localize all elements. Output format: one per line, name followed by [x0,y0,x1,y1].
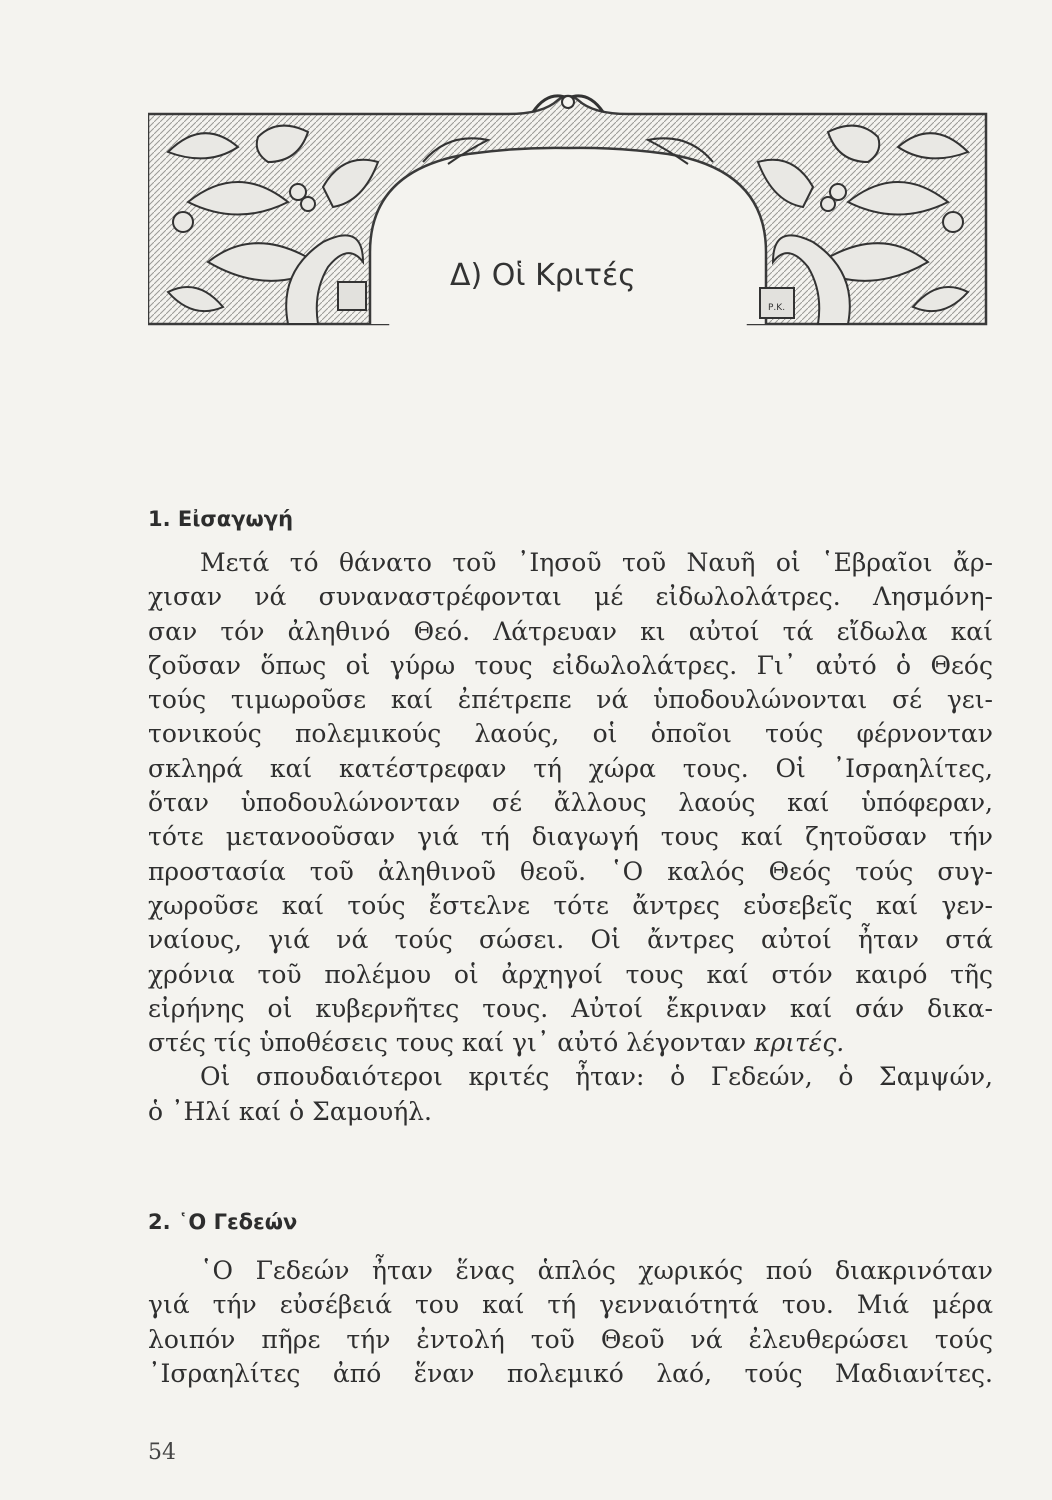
text-line: Οἱ σπουδαιότεροι κριτές ἦταν: ὁ Γεδεών, ὁ Σαμψών, [200,1062,993,1092]
text-line: χωροῦσε καί τούς ἔστελνε τότε ἄντρες εὐσεβεῖς καί γεν- [148,890,993,920]
text-line: προστασία τοῦ ἀληθινοῦ θεοῦ. ῾Ο καλός Θεός τούς συγ- [148,856,993,886]
text-line: γιά τήν εὐσέβειά του καί τή γενναιότητά του. Μιά μέρα [148,1290,993,1320]
text-line: ναίους, γιά νά τούς σώσει. Οἱ ἄντρες αὐτοί ἦταν στά [148,925,993,955]
text-line: τούς τιμωροῦσε καί ἐπέτρεπε νά ὑποδουλώνονται σέ γει- [148,685,993,715]
section-heading-introduction: 1. Εἰσαγωγή [148,507,294,531]
text-line: εἰρήνης οἱ κυβερνῆτες τους. Αὐτοί ἔκριναν καί σάν δικα- [148,993,993,1023]
emphasized-term: κριτές. [754,1028,845,1058]
ornamental-header-banner [148,92,988,330]
text-line: ᾿Ισραηλίτες ἀπό ἕναν πολεμικό λαό, τούς Μαδιανίτες. [148,1358,993,1388]
text-line: ζοῦσαν ὅπως οἱ γύρω τους εἰδωλολάτρες. Γι᾿ αὐτό ὁ Θεός [148,650,993,680]
section-heading-gideon: 2. ῾Ο Γεδεών [148,1210,298,1234]
page-number: 54 [148,1440,176,1465]
text-line: σκληρά καί κατέστρεφαν τή χώρα τους. Οἱ ᾿Ισραηλίτες, [148,753,993,783]
text-line: χρόνια τοῦ πολέμου οἱ ἀρχηγοί τους καί στόν καιρό τῆς [148,959,993,989]
introduction-paragraph-1 [148,546,993,1129]
text-line: τονικούς πολεμικούς λαούς, οἱ ὁποῖοι τούς φέρνονταν [148,719,993,749]
floral-ornament-graphic [148,92,988,330]
gideon-paragraph-1 [148,1254,993,1391]
text-line-last: ὁ ᾿Ηλί καί ὁ Σαμουήλ. [148,1096,432,1126]
text-line: λοιπόν πῆρε τήν ἐντολή τοῦ Θεοῦ νά ἐλευθερώσει τούς [148,1324,993,1354]
text-line: ὅταν ὑποδουλώνονταν σέ ἄλλους λαούς καί ὑπόφεραν, [148,788,993,818]
text-run: στές τίς ὑποθέσεις τους καί γι᾿ αὐτό λέγονταν [148,1028,755,1058]
text-line: ῾Ο Γεδεών ἦταν ἕνας ἁπλός χωρικός πού διακρινόταν [200,1256,993,1285]
text-line: χισαν νά συναναστρέφονται μέ εἰδωλολάτρες. Λησμόνη- [148,582,993,612]
artist-initials: Ρ.Κ. [768,303,786,313]
text-line: τότε μετανοοῦσαν γιά τή διαγωγή τους καί ζητοῦσαν τήν [148,822,993,852]
text-line-last [148,1026,993,1060]
text-line: σαν τόν ἀληθινό Θεό. Λάτρευαν κι αὐτοί τά εἴδωλα καί [148,616,993,646]
text-line: Μετά τό θάνατο τοῦ ᾿Ιησοῦ τοῦ Ναυῆ οἱ ῾Εβραῖοι ἄρ- [200,548,993,577]
chapter-title: Δ) Οἱ Κριτές [450,258,636,293]
